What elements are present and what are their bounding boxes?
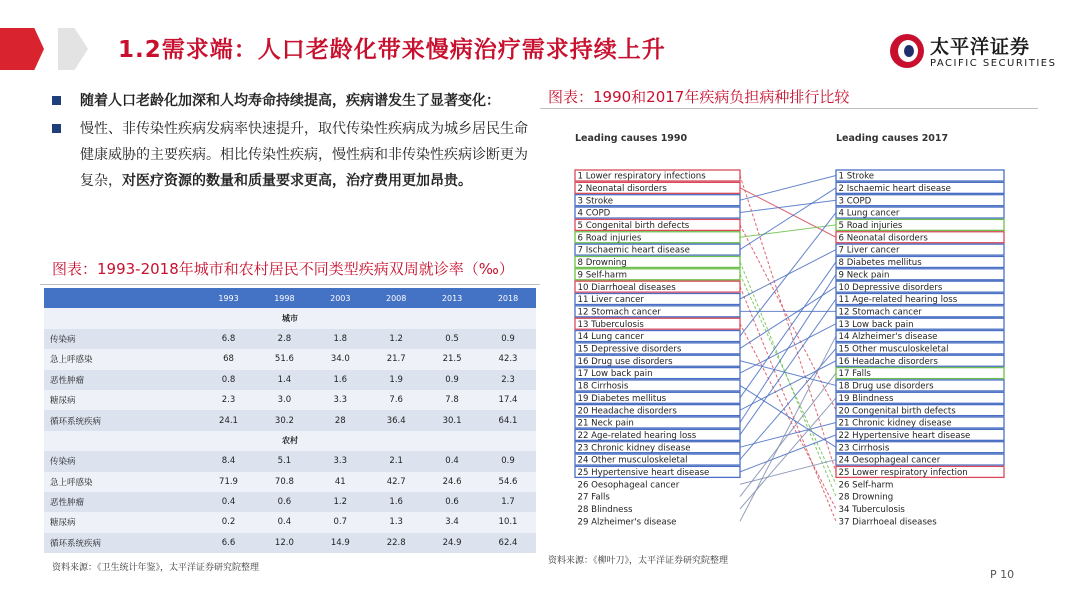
table-cell: 34.0 [312,349,368,369]
table-cell: 1.7 [480,492,536,512]
bullet-text-2: 慢性、非传染性疾病发病率快速提升，取代传染性疾病成为城乡居民生命健康威胁的主要疾病。相比传染性疾病，慢性病和非传染性疾病诊断更为复杂， [80,121,528,189]
table-header-blank [44,288,201,308]
left-rank-label: 23 Chronic kidney disease [577,443,691,454]
table-cell: 5.1 [256,451,312,471]
left-rank-item [575,281,740,293]
left-rank-item [575,207,740,219]
right-rank-label: 22 Hypertensive heart disease [838,430,971,441]
bullet-item-2 [52,116,530,194]
table-title-divider [40,284,540,285]
table-cell: 21.7 [368,349,424,369]
left-rank-label: 18 Cirrhosis [577,381,629,392]
left-rank-item [575,392,740,404]
left-rank-label: 15 Depressive disorders [577,344,682,355]
right-rank-item [836,417,1004,429]
left-rank-item [578,493,611,503]
right-rank-label: 1 Stroke [838,171,875,182]
right-rank-item [836,318,1004,330]
bullet-list [52,88,530,196]
table-cell: 24.9 [424,533,480,553]
bullet-text-1: 随着人口老龄化加深和人均寿命持续提高，疾病谱发生了显著变化： [80,93,500,109]
right-rank-label: 7 Liver cancer [838,245,900,256]
table-cell: 24.1 [201,410,257,430]
right-rank-item [836,256,1004,268]
table-cell: 3.3 [312,451,368,471]
right-rank-item [836,405,1004,417]
page-title: 1.2需求端：人口老龄化带来慢病治疗需求持续上升 [118,37,666,63]
table-row [44,370,536,390]
left-rank-item [575,294,740,306]
table-section-label: 城市 [44,308,536,328]
left-rank-label: 13 Tuberculosis [577,319,644,330]
table-cell: 1.6 [312,370,368,390]
figure-title-divider [540,108,1038,109]
left-rank-item [575,442,740,454]
left-rank-label: 20 Headache disorders [577,406,677,417]
company-logo [890,30,1070,74]
left-rank-item [575,331,740,343]
left-rank-label: 19 Diabetes mellitus [577,393,667,404]
left-rank-label: 5 Congenital birth defects [577,221,690,231]
right-rank-item [836,331,1004,343]
left-rank-label: 1 Lower respiratory infections [577,171,706,182]
table-row [44,533,536,553]
table-cell: 1.9 [368,370,424,390]
right-rank-label: 3 COPD [838,196,872,207]
table-cell: 0.6 [424,492,480,512]
table-cell: 42.3 [480,349,536,369]
table-row [44,390,536,410]
rank-link-line [740,176,836,472]
table-cell: 2.3 [480,370,536,390]
table-cell: 41 [312,472,368,492]
left-rank-item [575,454,740,466]
right-rank-label: 37 Diarrhoeal diseases [838,517,937,528]
table-row-label: 恶性肿瘤 [44,370,201,390]
right-rank-label: 24 Oesophageal cancer [838,455,941,466]
right-rank-item [836,182,1004,194]
table-row-label: 传染病 [44,451,201,471]
left-rank-item [575,368,740,380]
table-row [44,410,536,430]
left-rank-label: 12 Stomach cancer [577,307,661,318]
table-cell: 2.3 [201,390,257,410]
table-cell: 0.5 [424,329,480,349]
left-rank-label: 8 Drowning [577,258,627,269]
right-rank-item [836,392,1004,404]
left-rank-label: 6 Road injuries [577,233,642,244]
left-rank-item [575,306,740,318]
right-rank-label: 21 Chronic kidney disease [838,418,952,429]
table-section-row [44,308,536,328]
table-cell: 54.6 [480,472,536,492]
table-row [44,512,536,532]
table-row-label: 恶性肿瘤 [44,492,201,512]
right-rank-label: 8 Diabetes mellitus [838,258,922,269]
rank-link-line [740,262,836,398]
left-rank-item [578,505,633,515]
right-rank-label: 5 Road injuries [838,221,903,231]
table-cell: 42.7 [368,472,424,492]
table-cell: 2.8 [256,329,312,349]
table-cell: 8.4 [201,451,257,471]
right-rank-label: 25 Lower respiratory infection [838,468,968,478]
rank-link-line [740,200,836,212]
right-rank-label: 17 Falls [838,369,871,380]
logo-english-name: PACIFIC SECURITIES [930,58,1057,69]
bullet-item-1 [52,88,530,114]
table-cell: 3.0 [256,390,312,410]
rank-link-line [740,176,836,201]
right-rank-label: 28 Drowning [838,492,894,503]
right-rank-item [839,493,894,503]
right-rank-label: 12 Stomach cancer [838,307,922,318]
rank-link-line [740,373,836,497]
table-cell: 1.2 [312,492,368,512]
table-cell: 7.8 [424,390,480,410]
col-header-1990: Leading causes 1990 [575,133,688,144]
table-row [44,451,536,471]
right-rank-item [836,170,1004,182]
right-rank-item [839,517,938,527]
left-rank-label: 10 Diarrhoeal diseases [577,282,676,293]
left-rank-label: 14 Lung cancer [577,332,644,343]
table-cell: 6.8 [201,329,257,349]
table-cell: 1.3 [368,512,424,532]
right-rank-label: 26 Self-harm [838,480,894,491]
table-cell: 0.7 [312,512,368,532]
table-section-row [44,431,536,451]
right-rank-item [836,368,1004,380]
pacific-securities-logo-icon [890,34,924,68]
right-rank-label: 34 Tuberculosis [838,505,905,516]
table-row-label: 急上呼感染 [44,472,201,492]
left-rank-item [575,343,740,355]
left-rank-label: 9 Self-harm [577,270,627,281]
right-rank-item [839,505,906,515]
left-rank-label: 4 COPD [577,208,611,219]
right-rank-label: 13 Low back pain [838,319,914,330]
table-cell: 68 [201,349,257,369]
table-header-year: 2018 [480,288,536,308]
table-row-label: 糖尿病 [44,512,201,532]
right-rank-label: 16 Headache disorders [838,356,938,367]
table-cell: 28 [312,410,368,430]
table-row-label: 循环系统疾病 [44,533,201,553]
table-cell: 14.9 [312,533,368,553]
right-rank-label: 23 Cirrhosis [838,443,890,454]
table-cell: 51.6 [256,349,312,369]
left-rank-item [578,480,680,490]
right-rank-item [836,207,1004,219]
table-row [44,329,536,349]
right-rank-item [836,219,1004,231]
table-section-label: 农村 [44,431,536,451]
right-rank-label: 15 Other musculoskeletal [838,344,949,355]
table-cell: 7.6 [368,390,424,410]
right-rank-item [836,355,1004,367]
right-rank-label: 6 Neonatal disorders [838,233,928,244]
rank-link-line [740,348,836,459]
left-rank-label: 24 Other musculoskeletal [577,455,688,466]
table-header-year: 2008 [368,288,424,308]
table-cell: 0.4 [424,451,480,471]
page-number: P 10 [990,568,1015,581]
table-cell: 1.4 [256,370,312,390]
figure-source: 资料来源：《柳叶刀》，太平洋证券研究院整理 [548,556,729,566]
right-rank-item [836,232,1004,244]
left-rank-item [575,170,740,182]
table-title: 图表：1993-2018年城市和农村居民不同类型疾病双周就诊率（‰） [52,260,514,278]
right-rank-item [836,306,1004,318]
right-rank-label: 9 Neck pain [838,270,890,281]
table-cell: 1.2 [368,329,424,349]
table-row-label: 循环系统疾病 [44,410,201,430]
left-rank-label: 25 Hypertensive heart disease [577,468,710,478]
right-rank-label: 20 Congenital birth defects [838,406,956,417]
left-rank-item [575,232,740,244]
right-rank-label: 18 Drug use disorders [838,381,934,392]
right-rank-label: 2 Ischaemic heart disease [838,183,951,194]
right-rank-item [836,454,1004,466]
table-row-label: 急上呼感染 [44,349,201,369]
table-cell: 62.4 [480,533,536,553]
right-rank-label: 14 Alzheimer's disease [838,332,938,343]
table-row [44,472,536,492]
left-rank-item [575,182,740,194]
table-row-label: 传染病 [44,329,201,349]
logo-chinese-name: 太平洋证券 [930,36,1031,58]
right-rank-item [836,442,1004,454]
left-rank-item [578,517,677,527]
table-row-label: 糖尿病 [44,390,201,410]
right-rank-item [836,429,1004,441]
table-cell: 17.4 [480,390,536,410]
right-rank-label: 19 Blindness [838,393,894,404]
right-rank-item [839,480,894,490]
table-cell: 0.4 [256,512,312,532]
left-rank-label: 7 Ischaemic heart disease [577,245,690,256]
right-rank-item [836,380,1004,392]
bullet-square-icon [52,124,61,133]
table-source: 资料来源：《卫生统计年鉴》，太平洋证券研究院整理 [52,563,260,573]
left-rank-item [575,417,740,429]
table-cell: 0.4 [201,492,257,512]
table-cell: 10.1 [480,512,536,532]
table-cell: 71.9 [201,472,257,492]
table-cell: 0.6 [256,492,312,512]
rank-link-line [740,188,836,237]
bullet-text-2-bold: 对医疗资源的数量和质量要求更高，治疗费用更加昂贵。 [122,173,472,189]
right-rank-label: 4 Lung cancer [838,208,900,219]
left-rank-label: 17 Low back pain [577,369,653,380]
table-cell: 0.9 [424,370,480,390]
table-header-year: 2003 [312,288,368,308]
visit-rate-table [44,288,536,553]
left-rank-label: 3 Stroke [577,196,614,207]
left-rank-label: 16 Drug use disorders [577,356,673,367]
left-rank-item [575,219,740,231]
left-rank-item [575,466,740,478]
left-rank-label: 2 Neonatal disorders [577,183,667,194]
col-header-2017: Leading causes 2017 [836,133,949,144]
right-rank-item [836,294,1004,306]
table-row [44,349,536,369]
left-rank-item [575,256,740,268]
left-rank-item [575,355,740,367]
table-cell: 3.4 [424,512,480,532]
table-cell: 6.6 [201,533,257,553]
table-cell: 1.6 [368,492,424,512]
table-cell: 36.4 [368,410,424,430]
table-cell: 1.8 [312,329,368,349]
table-cell: 2.1 [368,451,424,471]
right-rank-item [836,195,1004,207]
table-cell: 3.3 [312,390,368,410]
table-header-row [44,288,536,308]
right-rank-item [836,244,1004,256]
right-rank-label: 11 Age-related hearing loss [838,295,958,306]
table-cell: 30.2 [256,410,312,430]
left-rank-label: 11 Liver cancer [577,295,644,306]
left-rank-label: 29 Alzheimer's disease [577,517,677,528]
right-rank-item [836,269,1004,281]
left-rank-item [575,195,740,207]
table-header-year: 1993 [201,288,257,308]
right-rank-item [836,466,1004,478]
left-rank-item [575,380,740,392]
left-rank-label: 27 Falls [577,492,610,503]
left-rank-label: 26 Oesophageal cancer [577,480,680,491]
right-rank-item [836,343,1004,355]
table-cell: 0.9 [480,451,536,471]
table-cell: 12.0 [256,533,312,553]
table-cell: 70.8 [256,472,312,492]
left-rank-label: 21 Neck pain [577,418,634,429]
table-cell: 0.2 [201,512,257,532]
left-rank-item [575,318,740,330]
header-banner-red [0,28,44,70]
left-rank-label: 22 Age-related hearing loss [577,430,697,441]
header-banner-gray [58,28,88,70]
right-rank-item [836,281,1004,293]
left-rank-label: 28 Blindness [577,505,633,516]
left-rank-item [575,405,740,417]
table-header-year: 2013 [424,288,480,308]
table-cell: 0.8 [201,370,257,390]
table-cell: 30.1 [424,410,480,430]
table-cell: 21.5 [424,349,480,369]
table-header-year: 1998 [256,288,312,308]
table-cell: 0.9 [480,329,536,349]
left-rank-item [575,269,740,281]
figure-title: 图表：1990和2017年疾病负担病种排行比较 [548,88,850,106]
left-rank-item [575,244,740,256]
table-cell: 22.8 [368,533,424,553]
right-rank-label: 10 Depressive disorders [838,282,943,293]
disease-ranking-figure [540,112,1038,542]
table-row [44,492,536,512]
left-rank-item [575,429,740,441]
table-cell: 64.1 [480,410,536,430]
bullet-square-icon [52,96,61,105]
rank-link-line [740,385,836,447]
table-cell: 24.6 [424,472,480,492]
